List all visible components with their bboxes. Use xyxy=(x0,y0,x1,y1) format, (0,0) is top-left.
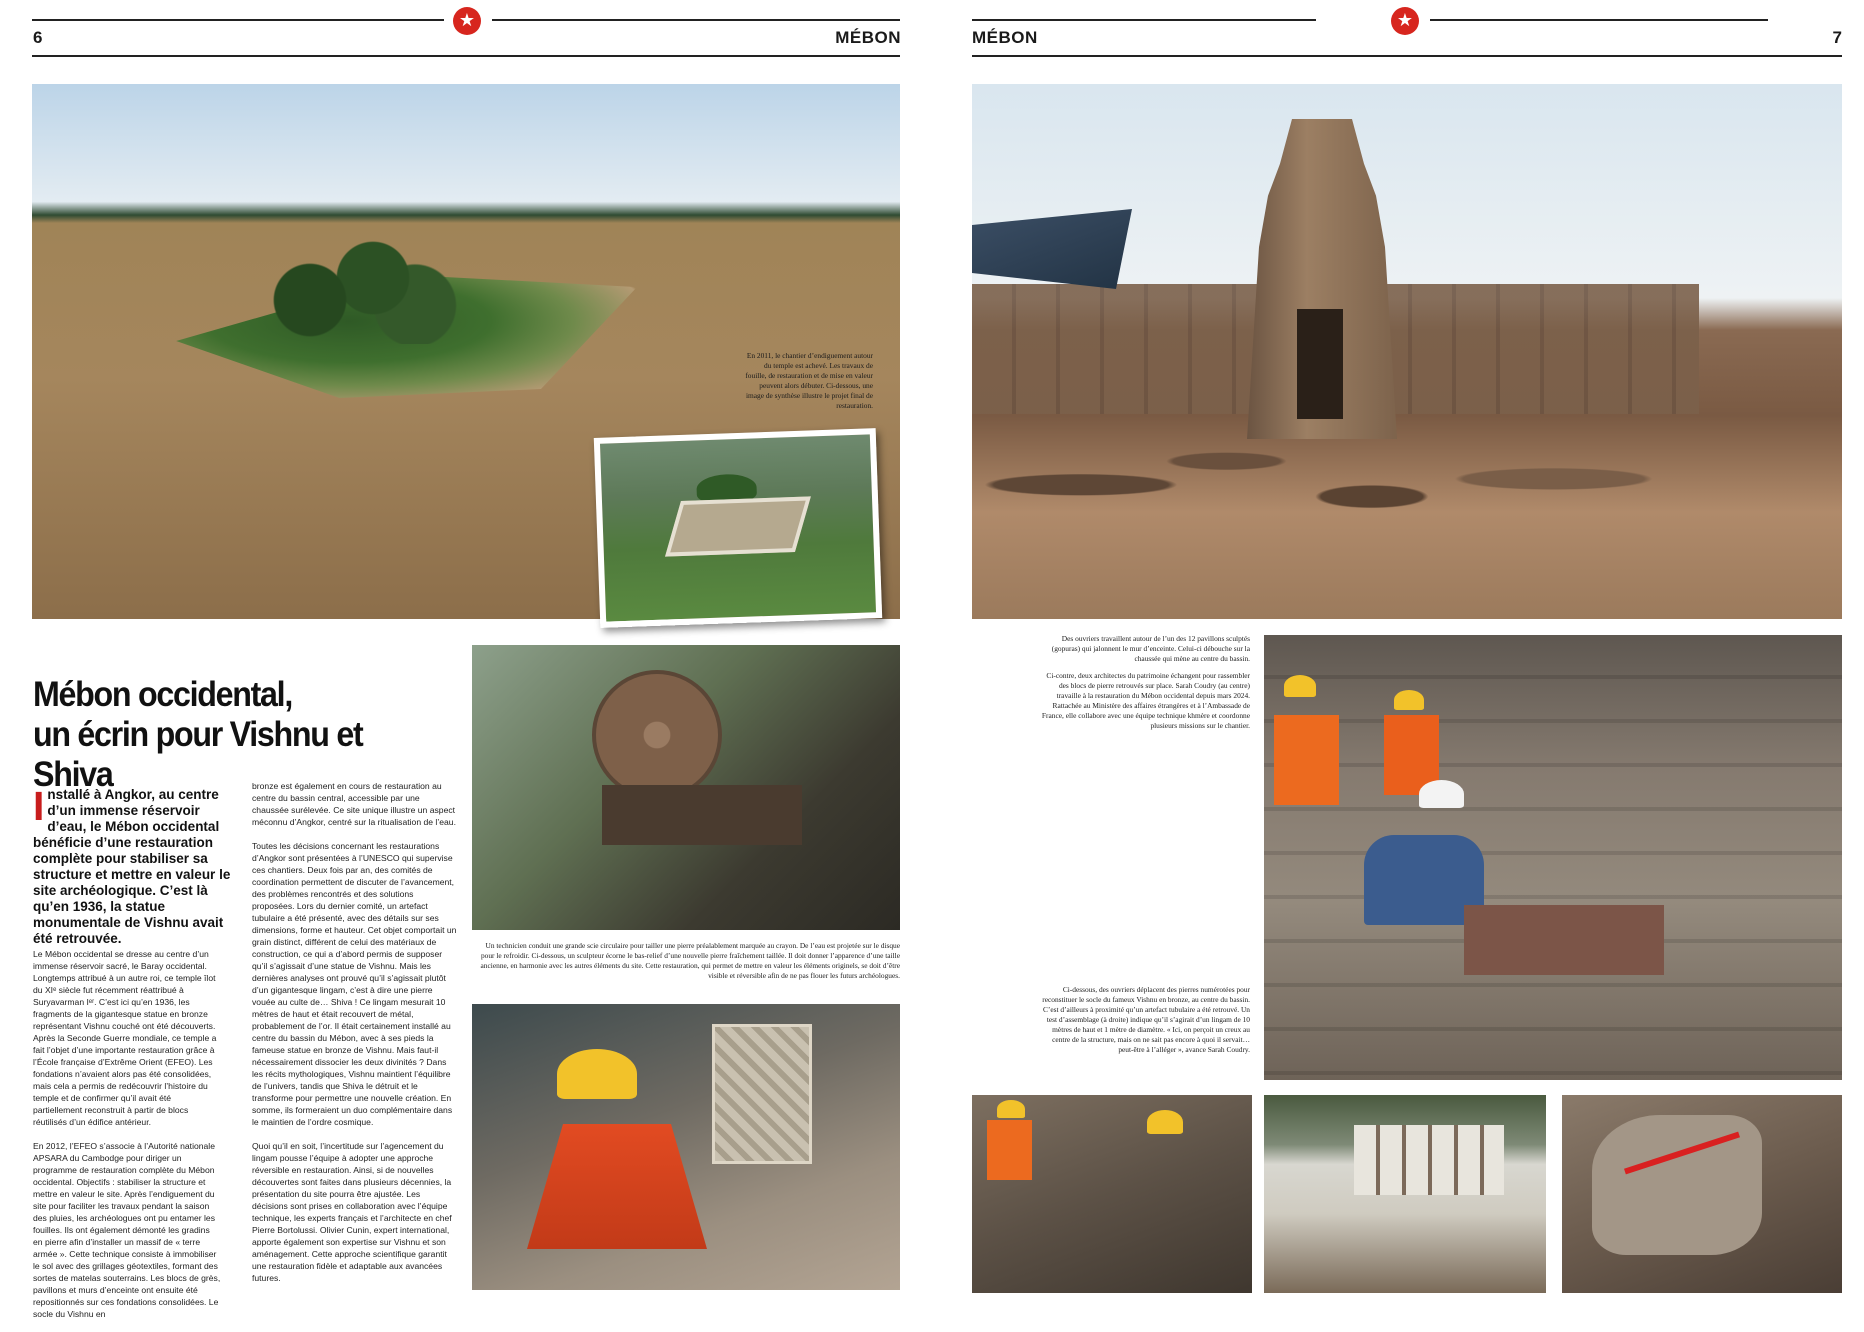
page-number: 6 xyxy=(33,28,43,47)
stones-photo xyxy=(972,1095,1252,1293)
inset-site xyxy=(665,496,811,556)
exhibit-panel xyxy=(1354,1125,1504,1195)
lead-text: nstallé à Angkor, au centre d’un immense réservoir d’eau, le Mébon occidental bénéficie d’une restauration complète pour stabiliser sa structure et mettre en valeur le site archéologique. C’est là qu’en 1936, la statue monumentale de Vishnu avait été retrouvée. xyxy=(33,787,231,946)
worker-helmet-2 xyxy=(1394,690,1424,710)
column-2-paragraph-1: bronze est également en cours de restauration au centre du bassin central, accessible par une chaussée surélevée. Ce site unique illustre un aspect méconnu d’Angkor, centré sur la ritualisation de l’eau. xyxy=(252,781,456,827)
column-1-paragraph-1: Le Mébon occidental se dresse au centre d’un immense réservoir sacré, le Baray occidental. Longtemps attribué à un autre roi, ce temple îlot du XIᵉ siècle fut récemment réattribué à Suryavarman Iᵉʳ. C’est ici qu’en 1936, les fragments de la gigantesque statue en bronze représentant Vishnu couché ont été découverts. Après la Seconde Guerre mondiale, ce temple a fait l’objet d’une importante restauration grâce à l’École française d’Extrême Orient (EFEO). Les fondations n’avaient alors pas été consolidées, mais cela a permis de redécouvrir l’histoire du temple et de confirmer qu’il avait été partiellement reconstruit à partir de blocs réutilisés d’un édifice antérieur. xyxy=(33,949,217,1127)
header-rule-right xyxy=(492,19,900,21)
island-trees xyxy=(247,234,457,344)
worker-helmet-1 xyxy=(1284,675,1316,697)
stone-blocks xyxy=(1464,905,1664,975)
column-2-paragraph-3: Quoi qu’il en soit, l’incertitude sur l’agencement du lingam pousse l’équipe à adopter une approche réversible en restauration. Ainsi, si de nouvelles découvertes sont faites dans plusieurs décennies, la présentation du site pourra être ajustée. Les décisions sont prises en collaboration avec l’équipe technique, les experts français et l’architecte en chef Pierre Bortolussi. Olivier Cunin, expert international, apporte également son expertise sur Vishnu et son aménagement. Cette approche scientifique garantit une restauration fidèle et adaptable aux avancées futures. xyxy=(252,1141,452,1283)
workers-caption-p2: Ci-contre, deux architectes du patrimoine échangent pour rassembler des blocs de pierre retrouvés sur place. Sarah Coudry (au centre) travaille à la restauration du Mébon occidental depuis mars 2024. Rattachée au Ministère des affaires étrangères et à l’Ambassade de France, elle collabore avec une équipe technique khmère et coordonne plusieurs missions sur le chantier. xyxy=(1041,671,1250,730)
right-page xyxy=(932,0,1864,1313)
header-rule-left xyxy=(972,19,1316,21)
aerial-caption: En 2011, le chantier d’endiguement autour du temple est achevé. Les travaux de fouille, de restauration et de mise en valeur peuvent alors débuter. Ci-dessous, une image de synthèse illustre le projet final de restauration. xyxy=(745,351,873,410)
worker-vest xyxy=(527,1124,707,1249)
sculptor-photo xyxy=(472,1004,900,1290)
star-icon: ★ xyxy=(1391,7,1419,35)
worker-vest xyxy=(987,1120,1032,1180)
gopura-door xyxy=(1297,309,1343,419)
headline-line-1: Mébon occidental, xyxy=(33,675,292,714)
article-column-1 xyxy=(33,948,221,1332)
saw-photo xyxy=(472,645,900,930)
left-page xyxy=(0,0,932,1319)
worker-vest-1 xyxy=(1274,715,1339,805)
worker-helmet-2 xyxy=(1147,1110,1183,1134)
header-underline xyxy=(972,55,1842,57)
article-headline xyxy=(33,675,419,795)
section-name: MÉBON xyxy=(972,28,1038,47)
page-number: 7 xyxy=(1832,28,1842,47)
lingam-test-photo xyxy=(1562,1095,1842,1293)
headline-line-2: un écrin pour Vishnu et Shiva xyxy=(33,715,363,794)
stone-rubble xyxy=(972,414,1699,532)
worker-helmet xyxy=(557,1049,637,1099)
saw-caption: Un technicien conduit une grande scie circulaire pour tailler une pierre préalablement marquée au crayon. De l’eau est projetée sur le disque pour le refroidir. Ci-dessous, un sculpteur écorne le bas-relief d’une nouvelle pierre fraîchement taillée. Il doit donner l’apparence d’une taille ancienne, en harmonie avec les autres éléments du site. Cette restauration, qui permet de mettre en valeur les éléments originels, se doit d’être visible et réversible afin de ne pas flouer les futurs archéologues. xyxy=(480,941,900,980)
saw-table xyxy=(602,785,802,845)
workers-caption-p1: Des ouvriers travaillent autour de l’un des 12 pavillons sculptés (gopuras) qui jalonnent le mur d’enceinte. Celui-ci débouche sur la chaussée qui mène au centre du bassin. xyxy=(1051,634,1250,663)
article-column-2 xyxy=(252,780,458,1296)
column-2-paragraph-2: Toutes les décisions concernant les restaurations d’Angkor sont présentées à l’UNESCO qui supervise ces chantiers. Deux fois par an, des comités de coordination permettent de discuter de l’avancement, des problèmes rencontrés et des solutions proposées. Lors du dernier comité, un artefact tubulaire a été présenté, avec des détails sur ses dimensions, forme et hauteur. Cet objet comportait un grain distinct, différent de celui des matériaux de construction, ce qui a d’abord permis de supposer qu’il s’agissait d’une statue de Vishnu. Mais les dernières analyses ont prouvé qu’il s’agissait plutôt d’un gigantesque lingam, c’est à dire une pierre vouée au culte de… Shiva ! Ce lingam mesurait 10 mètres de haut et était recouvert de métal, probablement de l’or. Il était certainement installé au centre du bassin du Mébon, avec à ses pieds la fameuse statue en bronze de Vishnu. Mais faut-il nécessairement dissocier les deux divinités ? Dans les récits mythologiques, Vishnu maintient l’équilibre de l’univers, tandis que Shiva le détruit et le transforme pour permettre une nouvelle création. En somme, ils formeraient un duo complémentaire dans le maintien de l’ordre cosmique. xyxy=(252,841,457,1127)
synthesis-inset-photo xyxy=(594,428,882,628)
architect-helmet xyxy=(1419,780,1464,808)
panels-photo xyxy=(1264,1095,1546,1293)
header-underline xyxy=(32,55,900,57)
architects-photo xyxy=(1264,635,1842,1080)
header-rule-right xyxy=(1430,19,1768,21)
temple-photo xyxy=(972,84,1842,619)
section-name: MÉBON xyxy=(835,28,901,47)
tarp xyxy=(972,209,1132,289)
workers-caption xyxy=(1040,634,1250,738)
drop-cap: I xyxy=(33,783,45,829)
column-1-paragraph-2: En 2012, l’EFEO s’associe à l’Autorité nationale APSARA du Cambodge pour diriger un programme de restauration complète du Mébon occidental. Objectifs : stabiliser la structure et mettre en valeur le site. Après l’endiguement du site pour faciliter les travaux pendant la saison des pluies, les archéologues ont pu entamer les fouilles. Ils ont également démonté les gradins en pierre afin d’installer un massif de « terre armée ». Cette technique consiste à immobiliser le sol avec des grillages géotextiles, formant des sortes de matelas souterrains. Les blocs de grès, pavillons et murs d’enceinte ont ensuite été repositionnés sur ces fondations consolidées. Le socle du Vishnu en xyxy=(33,1141,221,1319)
worker-helmet-1 xyxy=(997,1100,1025,1118)
bottom-caption: Ci-dessous, des ouvriers déplacent des pierres numérotées pour reconstituer le socle du fameux Vishnu en bronze, au centre du bassin. C’est d’ailleurs à proximité qu’un artefact tubulaire a été retrouvé. Un test d’assemblage (à droite) indique qu’il s’agirait d’un lingam de 10 mètres de haut et 1 mètre de diamètre. « Ici, on perçoit un creux au centre de la structure, mais on ne sait pas encore à quoi il servait… peut-être à l’alléger », avance Sarah Coudry. xyxy=(1042,985,1250,1054)
header-rule-left xyxy=(32,19,444,21)
star-icon: ★ xyxy=(453,7,481,35)
article-lead xyxy=(33,783,238,947)
saw-disc xyxy=(592,670,722,800)
stone-steps xyxy=(1264,635,1842,1080)
stone-carving xyxy=(712,1024,812,1164)
